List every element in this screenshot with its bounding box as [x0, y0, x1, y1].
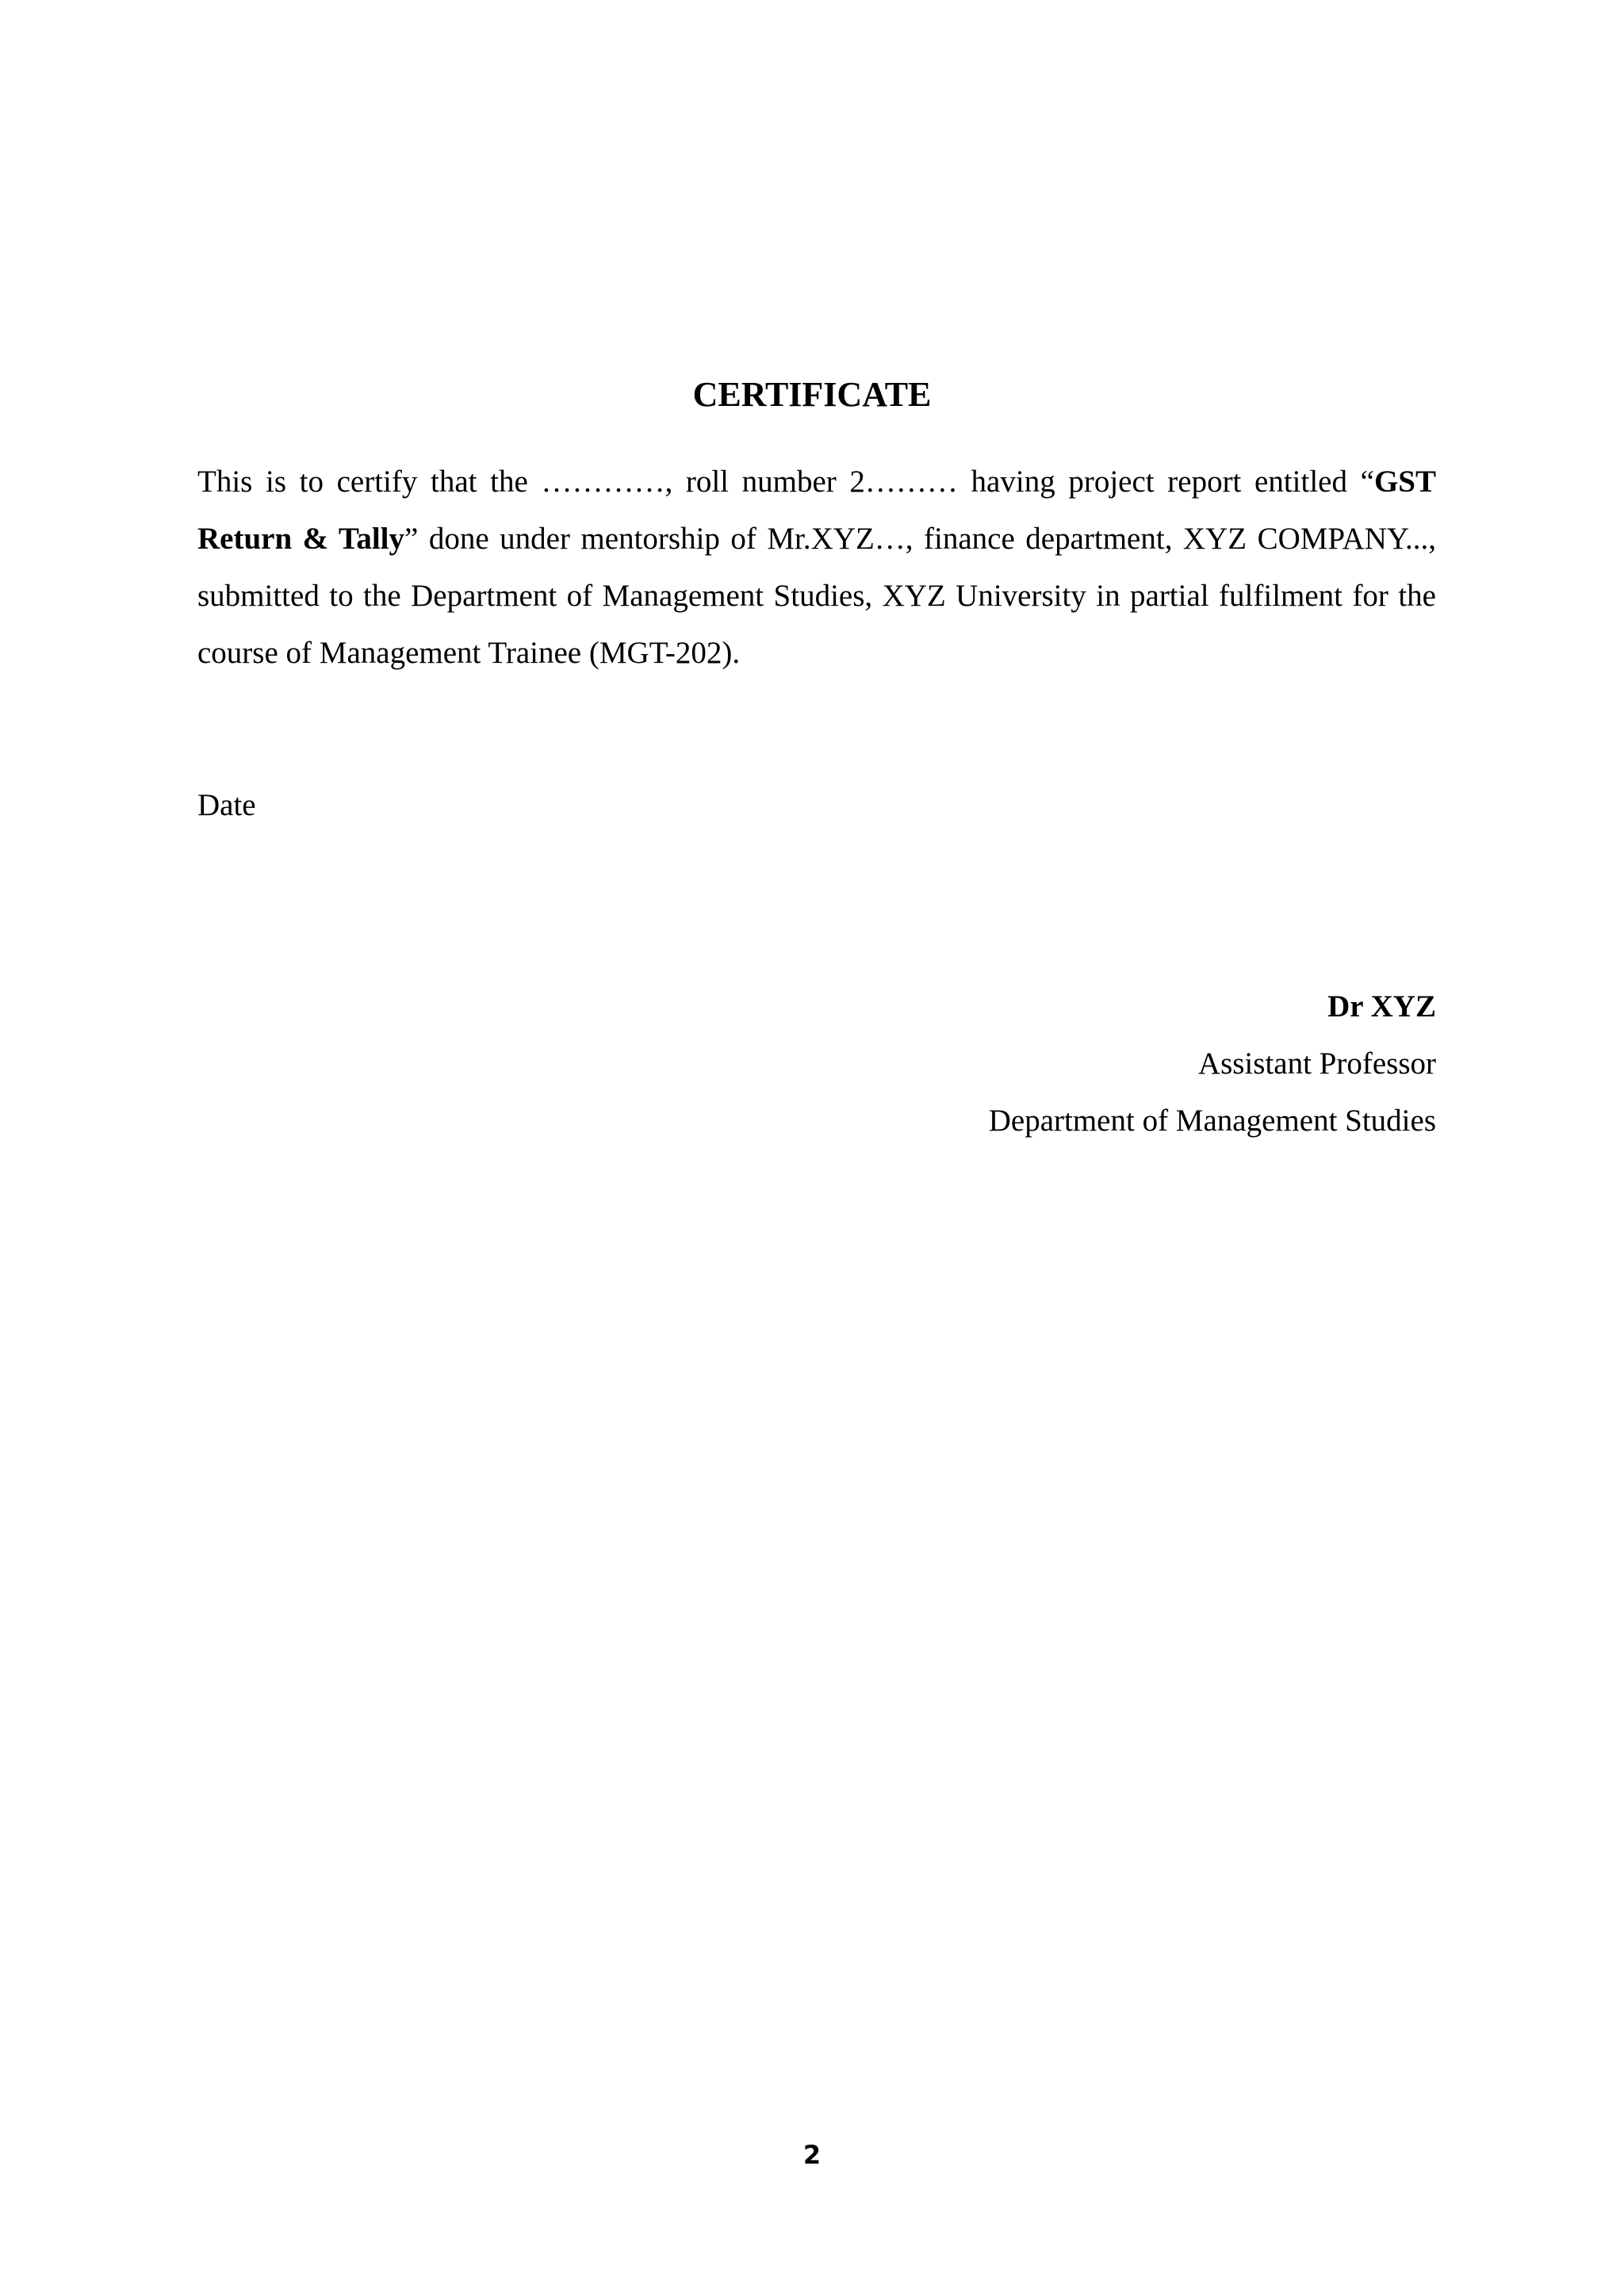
certificate-title: CERTIFICATE: [692, 375, 932, 414]
date-label: Date: [197, 788, 256, 822]
signatory-designation: Assistant Professor: [1197, 1047, 1436, 1081]
signature-block: [989, 978, 1436, 1150]
body-text-part-2: ” done under mentorship of Mr.XYZ…, finance department, XYZ COMPANY..., submitted to the Department of Management Studies, XYZ University in partial fulfilment for the course of Management Trainee (MGT-202).: [197, 522, 1437, 670]
signatory-department: Department of Management Studies: [988, 1104, 1436, 1138]
project-title: GST Return & Tally: [197, 465, 1436, 556]
certificate-body: [197, 453, 1436, 682]
signatory-name: Dr XYZ: [1327, 989, 1436, 1024]
body-text-part-1: This is to certify that the …………, roll number 2……… having project report entitled “: [197, 465, 1374, 499]
page-number: 2: [802, 2140, 822, 2170]
